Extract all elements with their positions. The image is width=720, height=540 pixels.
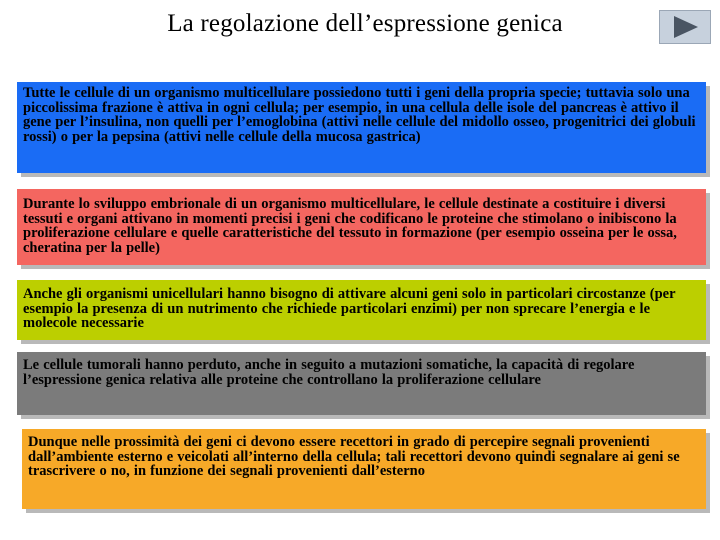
info-box-unicellular xyxy=(17,280,706,340)
paragraph-gene-activity: Tutte le cellule di un organismo multicellulare possiedono tutti i geni della propria specie; tuttavia solo una piccolissima frazione è attiva in ogni cellula; per esempio, in una cellula delle isole del pancreas è attivo il gene per l’insulina, non quelli per l’emoglobina (attivi nelle cellule del midollo osseo, progenitrici dei globuli rossi) o per la pepsina (attivi nelle cellule della mucosa gastrica) xyxy=(23,85,696,145)
page-title: La regolazione dell’espressione genica xyxy=(167,10,563,37)
info-box-gene-activity xyxy=(17,82,706,173)
info-box-tumor-cells xyxy=(17,352,706,415)
next-slide-button[interactable] xyxy=(659,10,711,44)
paragraph-unicellular: Anche gli organismi unicellulari hanno bisogno di attivare alcuni geni solo in particolari circostanze (per esempio la presenza di un nutrimento che richiede particolari enzimi) per non sprecare l’energia e le molecole necessarie xyxy=(23,286,676,331)
paragraph-tumor-cells: Le cellule tumorali hanno perduto, anche in seguito a mutazioni somatiche, la capacità di regolare l’espressione genica relativa alle proteine che controllano la proliferazione cellulare xyxy=(23,357,635,388)
paragraph-receptors: Dunque nelle prossimità dei geni ci devono essere recettori in grado di percepire segnali provenienti dall’ambiente esterno e veicolati all’interno della cellula; tali recettori devono quindi segnalare ai geni se trascrivere o no, in funzione dei segnali provenienti dall’esterno xyxy=(28,434,680,479)
info-box-embryonic-development xyxy=(17,189,706,265)
info-box-receptors xyxy=(22,429,706,509)
paragraph-embryonic-development: Durante lo sviluppo embrionale di un organismo multicellulare, le cellule destinate a costituire i diversi tessuti e organi attivano in momenti precisi i geni che codificano le proteine che stimolano o inibiscono la proliferazione cellulare e quelle caratteristiche del tessuto in formazione (per esempio osseina per le ossa, cheratina per la pelle) xyxy=(23,196,677,256)
play-next-icon xyxy=(673,15,699,39)
